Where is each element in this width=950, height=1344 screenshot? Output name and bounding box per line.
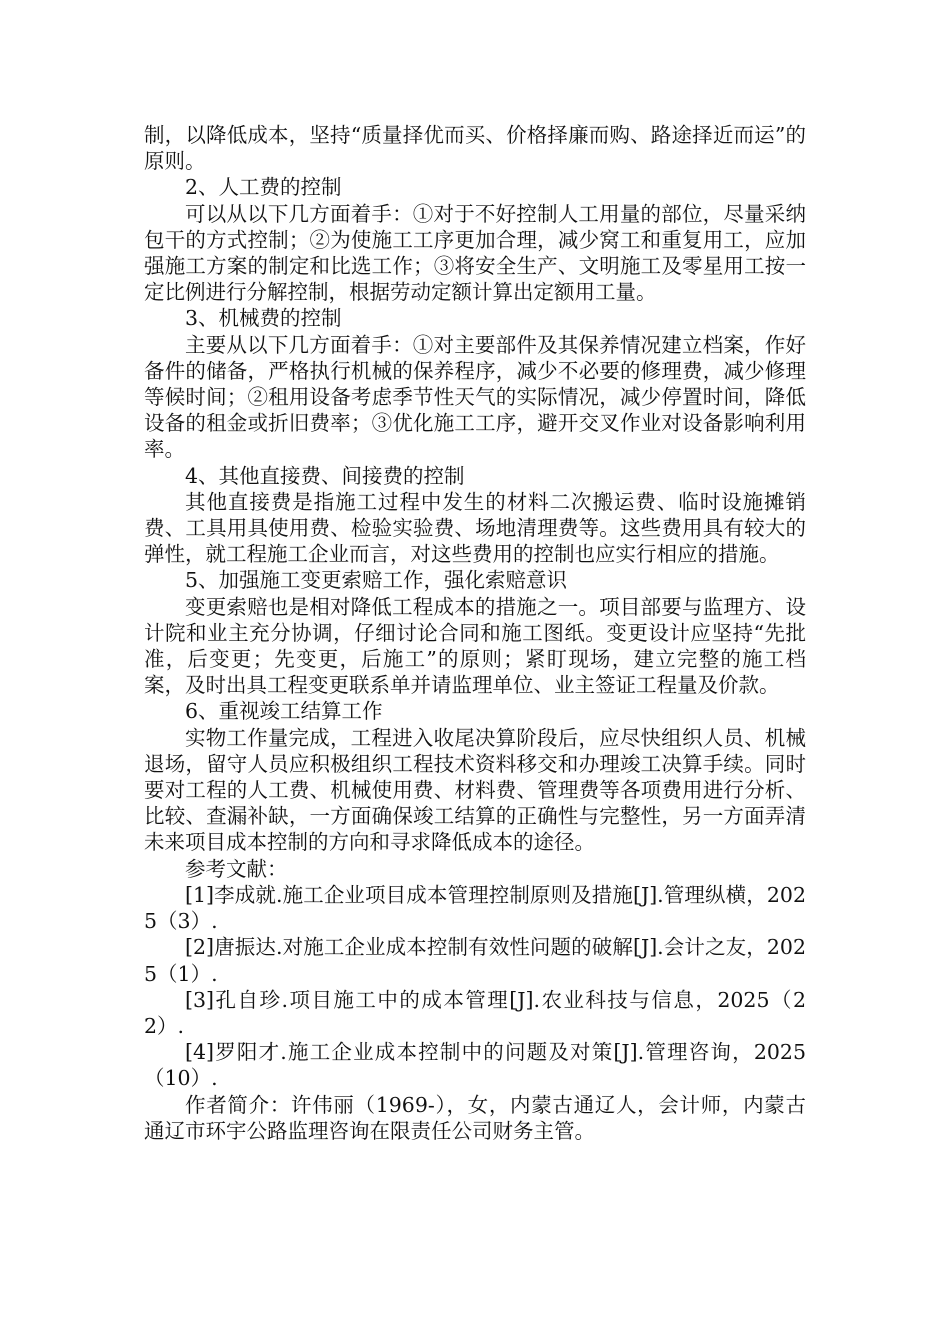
reference-item: [1]李成就.施工企业项目成本管理控制原则及措施[J].管理纵横，2025（3）. <box>144 882 806 934</box>
paragraph-machinery-cost: 主要从以下几方面着手：①对主要部件及其保养情况建立档案，作好备件的储备，严格执行机械的保养程序，减少不必要的修理费，减少修理等候时间；②租用设备考虑季节性天气的实际情况，减少停置时间，降低设备的租金或折旧费率；③优化施工工序，避开交叉作业对设备影响利用率。 <box>144 332 806 462</box>
section-heading-labor-cost: 2、人工费的控制 <box>185 175 342 200</box>
document-page <box>144 122 806 1144</box>
paragraph-claims: 变更索赔也是相对降低工程成本的措施之一。项目部要与监理方、设计院和业主充分协调，仔细讨论合同和施工图纸。变更设计应坚持“先批准，后变更；先变更，后施工”的原则；紧盯现场，建立完整的施工档案，及时出具工程变更联系单并请监理单位、业主签证工程量及价款。 <box>144 594 806 698</box>
paragraph-labor-cost: 可以从以下几方面着手：①对于不好控制人工用量的部位，尽量采纳包干的方式控制；②为使施工工序更加合理，减少窝工和重复用工，应加强施工方案的制定和比选工作；③将安全生产、文明施工及零星用工按一定比例进行分解控制，根据劳动定额计算出定额用工量。 <box>144 201 806 305</box>
section-heading-settlement: 6、重视竣工结算工作 <box>185 699 383 724</box>
reference-item: [2]唐振达.对施工企业成本控制有效性问题的破解[J].会计之友，2025（1）. <box>144 935 806 986</box>
paragraph-other-cost: 其他直接费是指施工过程中发生的材料二次搬运费、临时设施摊销费、工具用具使用费、检验实验费、场地清理费等。这些费用具有较大的弹性，就工程施工企业而言，对这些费用的控制也应实行相应的措施。 <box>144 489 806 567</box>
reference-item: [4]罗阳才.施工企业成本控制中的问题及对策[J].管理咨询，2025（10）. <box>144 1040 806 1091</box>
paragraph-settlement: 实物工作量完成，工程进入收尾决算阶段后，应尽快组织人员、机械退场，留守人员应积极组织工程技术资料移交和办理竣工决算手续。同时要对工程的人工费、机械使用费、材料费、管理费等各项费用进行分析、比较、查漏补缺，一方面确保竣工结算的正确性与完整性，另一方面弄清未来项目成本控制的方向和寻求降低成本的途径。 <box>144 725 806 855</box>
author-bio: 作者简介：许伟丽（1969-），女，内蒙古通辽人，会计师，内蒙古通辽市环宇公路监理咨询在限责任公司财务主管。 <box>144 1092 806 1143</box>
reference-item: [3]孔自珍.项目施工中的成本管理[J].农业科技与信息，2025（22）. <box>144 987 806 1038</box>
section-heading-other-cost: 4、其他直接费、间接费的控制 <box>185 463 465 488</box>
section-heading-machinery-cost: 3、机械费的控制 <box>185 306 342 331</box>
references-heading: 参考文献： <box>185 856 288 881</box>
paragraph-continuation: 制，以降低成本，坚持“质量择优而买、价格择廉而购、路途择近而运”的原则。 <box>144 123 806 174</box>
section-heading-claims: 5、加强施工变更索赔工作，强化索赔意识 <box>185 568 568 593</box>
